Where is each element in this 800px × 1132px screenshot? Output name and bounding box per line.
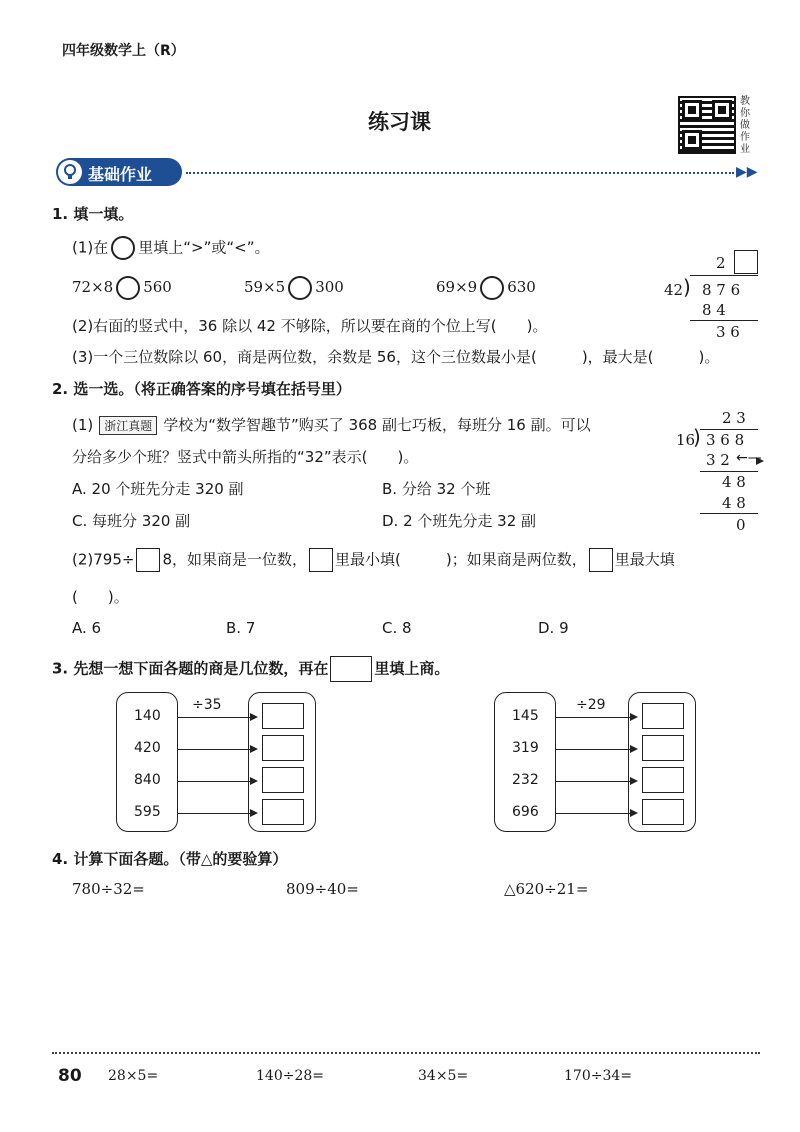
- double-arrow-icon: ▶▶: [736, 164, 758, 180]
- option2-d: D. 9: [538, 619, 569, 637]
- q2-p2-answer: ( )。: [72, 588, 129, 606]
- answer-box[interactable]: [642, 767, 684, 793]
- option-b: B. 分给 32 个班: [382, 480, 491, 498]
- option2-a: A. 6: [72, 619, 102, 637]
- section-header: [56, 158, 182, 186]
- section-label: 基础作业: [88, 165, 153, 184]
- answer-box[interactable]: [642, 799, 684, 825]
- answer-circle[interactable]: [288, 276, 312, 300]
- answer-box[interactable]: [262, 703, 304, 729]
- footer-divider: [52, 1052, 760, 1054]
- source-tag: 浙江真题: [99, 416, 157, 435]
- q1-item: 59×5 300: [244, 276, 344, 300]
- blank-box[interactable]: [589, 548, 613, 572]
- q3-title: 3. 先想一想下面各题的商是几位数，再在 里填上商。: [52, 656, 449, 682]
- compare-circle: [111, 236, 135, 260]
- answer-box[interactable]: [642, 703, 684, 729]
- calc-item: 809÷40=: [286, 880, 359, 898]
- lightbulb-icon: [58, 160, 82, 184]
- blank-box: [330, 656, 372, 682]
- q1-item: 69×9 630: [436, 276, 536, 300]
- q1-p2: (2)右面的竖式中，36 除以 42 不够除，所以要在商的个位上写( )。: [72, 317, 548, 335]
- footer-item: 140÷28=: [256, 1068, 324, 1084]
- q2-p2: (2)795÷ 8，如果商是一位数， 里最小填( )；如果商是两位数， 里最大填: [72, 548, 675, 572]
- answer-box[interactable]: [262, 735, 304, 761]
- answer-circle[interactable]: [480, 276, 504, 300]
- section-divider: [186, 172, 734, 174]
- qr-code[interactable]: [678, 96, 736, 154]
- qr-caption: 教 你 做 作 业: [740, 96, 750, 155]
- page-number: 80: [58, 1066, 82, 1086]
- footer-item: 28×5=: [108, 1068, 159, 1084]
- q4-title: 4. 计算下面各题。（带△的要验算）: [52, 850, 288, 868]
- q1-title: 1. 填一填。: [52, 205, 134, 223]
- answer-box[interactable]: [642, 735, 684, 761]
- blank-box[interactable]: [136, 548, 160, 572]
- answer-box[interactable]: [262, 767, 304, 793]
- left-arrow-icon: ←—: [736, 450, 762, 466]
- book-label: 四年级数学上（R）: [62, 43, 185, 59]
- q2-p1-line1: (1) 浙江真题 学校为“数学智趣节”购买了 368 副七巧板，每班分 16 副。可以: [72, 416, 591, 434]
- quotient-box[interactable]: [734, 250, 758, 274]
- option2-b: B. 7: [226, 619, 256, 637]
- blank-box[interactable]: [309, 548, 333, 572]
- option-c: C. 每班分 320 副: [72, 512, 191, 530]
- answer-circle[interactable]: [116, 276, 140, 300]
- option-d: D. 2 个班先分走 32 副: [382, 512, 537, 530]
- q1-p1: (1)在 里填上“>”或“<”。: [72, 236, 269, 260]
- q2-p1-line2: 分给多少个班？竖式中箭头所指的“32”表示( )。: [72, 448, 419, 466]
- calc-item: 780÷32=: [72, 880, 145, 898]
- option2-c: C. 8: [382, 619, 412, 637]
- page-title: 练习课: [368, 110, 431, 134]
- answer-box[interactable]: [262, 799, 304, 825]
- q2-title: 2. 选一选。（将正确答案的序号填在括号里）: [52, 380, 351, 398]
- q1-p3: (3)一个三位数除以 60，商是两位数，余数是 56，这个三位数最小是( )，最大是( )。: [72, 348, 720, 366]
- calc-item: △620÷21=: [504, 880, 589, 898]
- option-a: A. 20 个班先分走 320 副: [72, 480, 244, 498]
- q1-item: 72×8 560: [72, 276, 172, 300]
- footer-item: 34×5=: [418, 1068, 469, 1084]
- footer-item: 170÷34=: [564, 1068, 632, 1084]
